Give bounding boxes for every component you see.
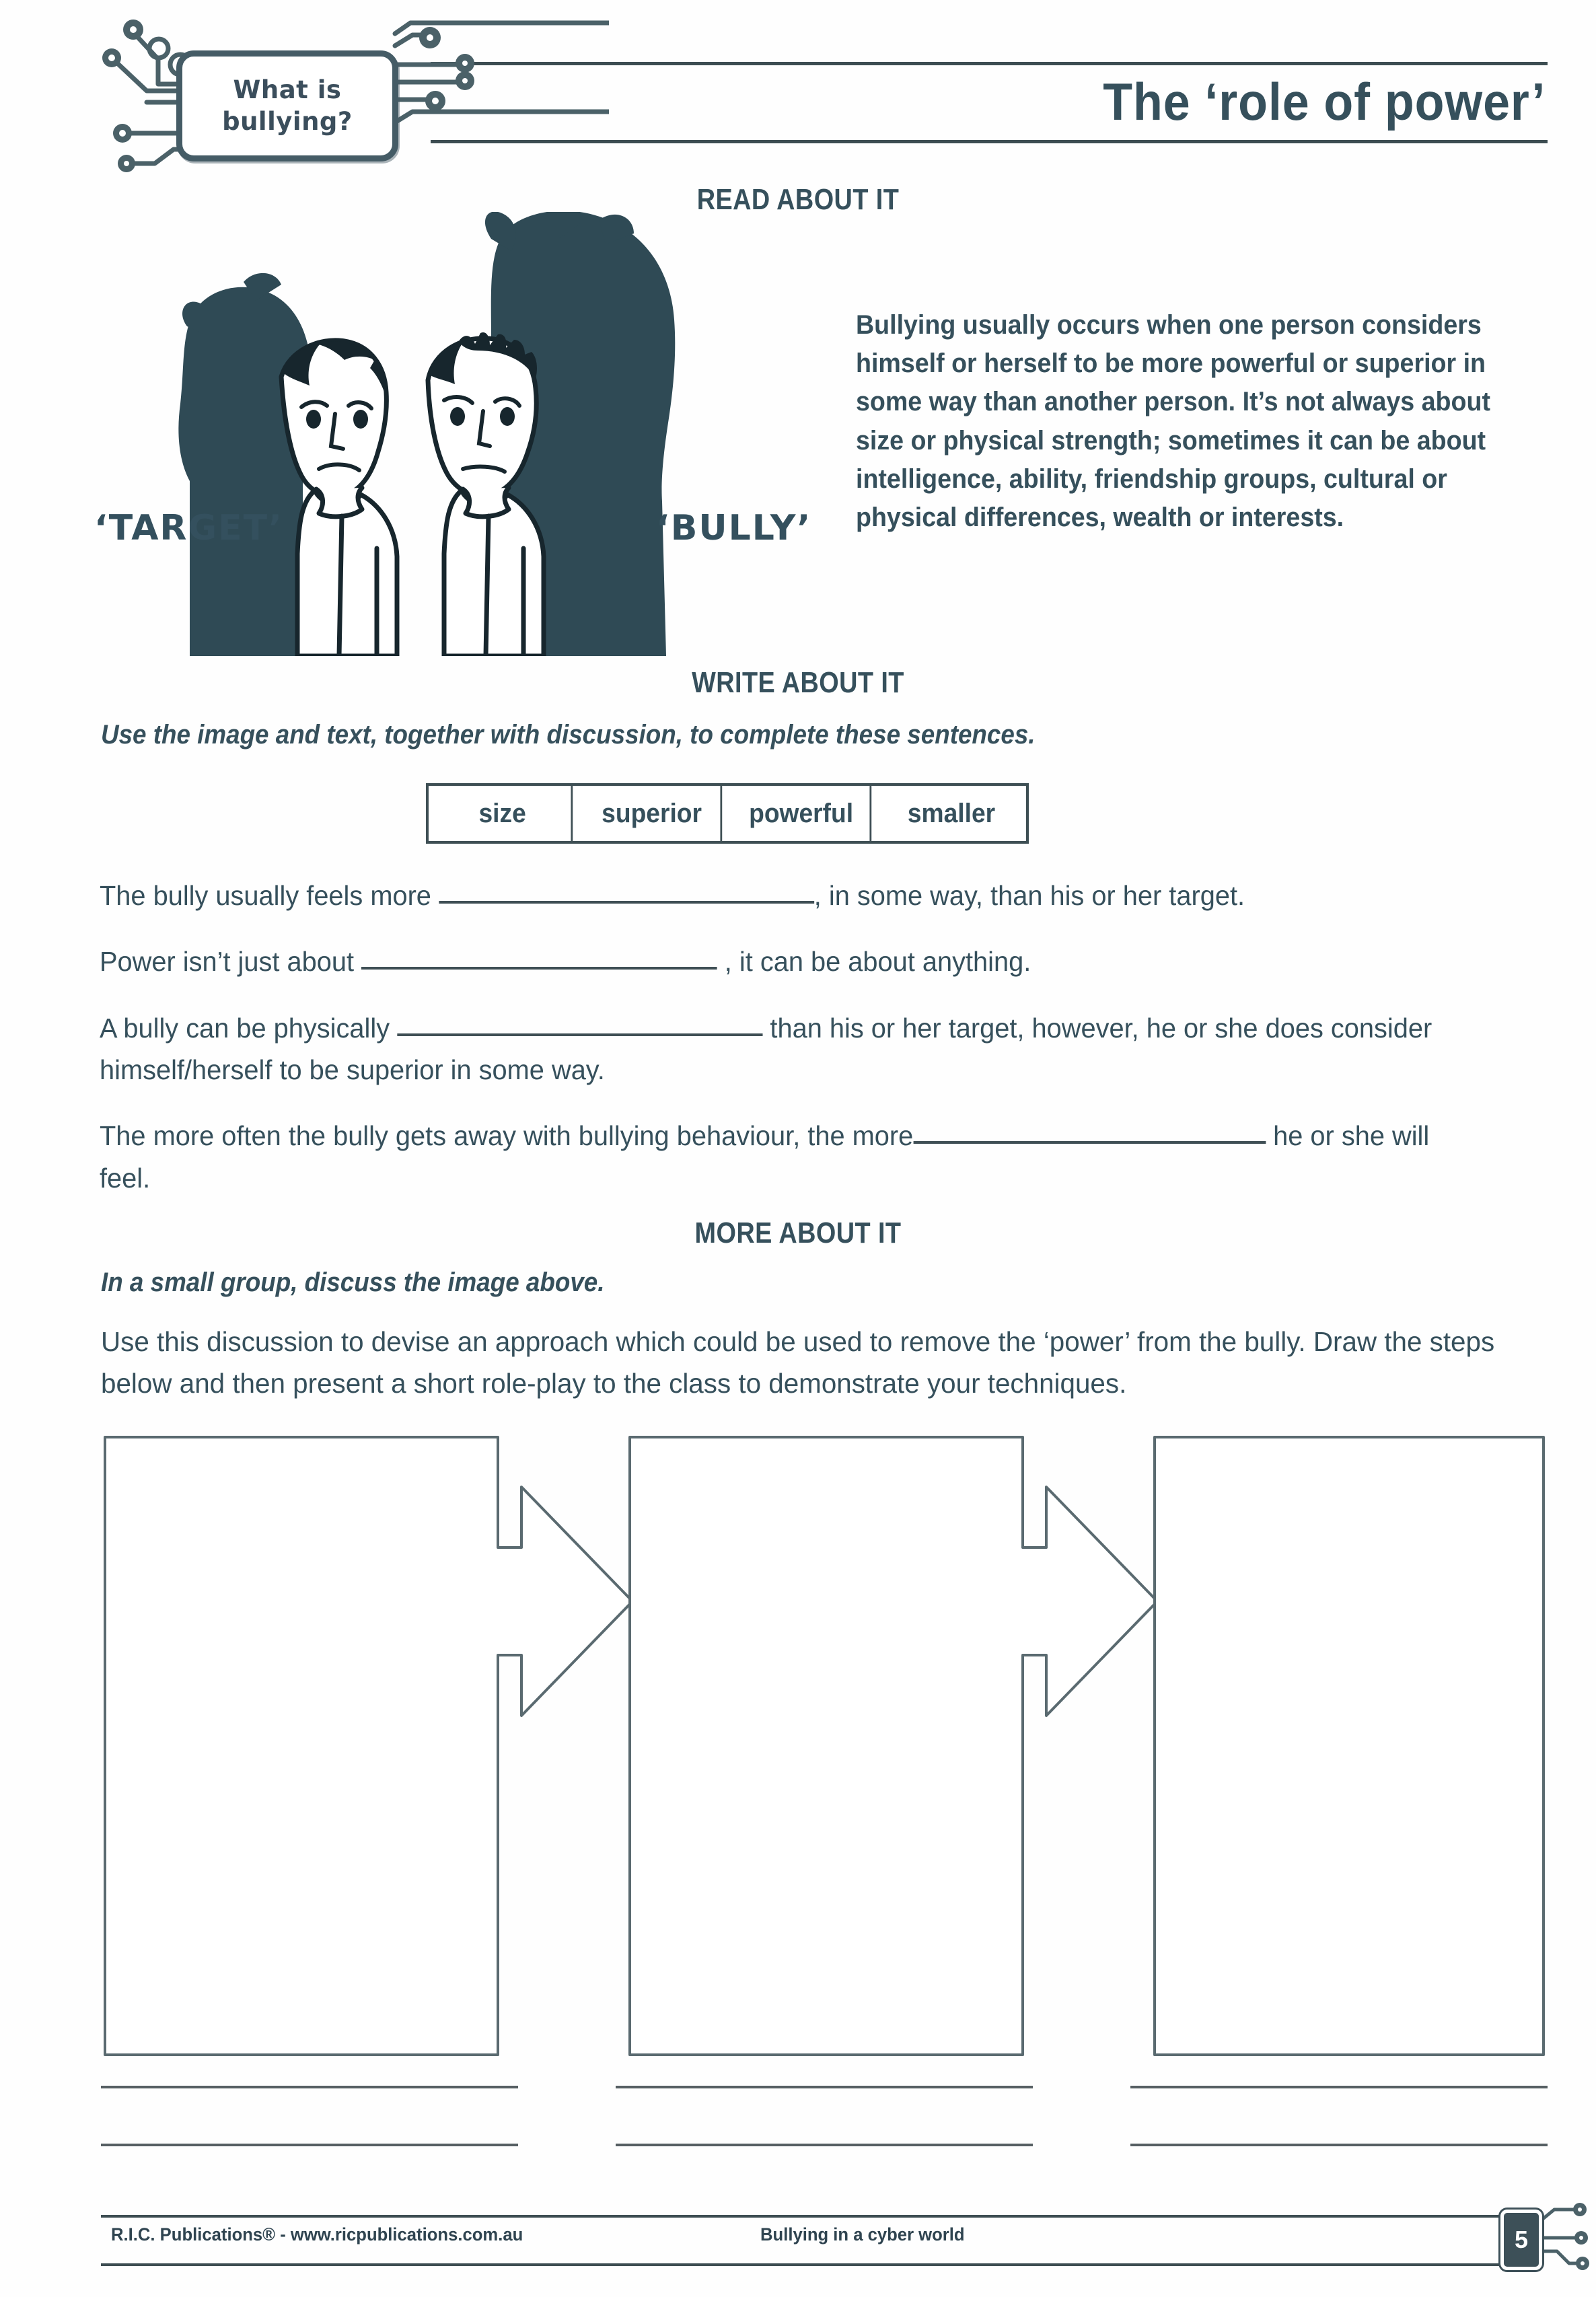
sentence-4-tail: she will feel. [100, 1120, 1430, 1194]
heading-read-about-it: READ ABOUT IT [696, 183, 900, 216]
storyboard-box-1 [105, 1437, 632, 2055]
heading-write-about-it: WRITE ABOUT IT [692, 666, 904, 699]
sentence-3-tail: consider himself/herself to be superior in some way. [100, 1012, 1432, 1085]
sentence-3-blank[interactable] [397, 1016, 762, 1036]
page-title: The ‘role of power’ [1102, 72, 1546, 131]
sentence-2-before: Power isn’t just about [100, 946, 355, 978]
sentence-2 [100, 941, 1463, 982]
storyboard-box-2 [630, 1437, 1157, 2055]
answer-lines [101, 2086, 1548, 2201]
sentence-1-blank[interactable] [439, 883, 814, 904]
sentence-4-after: he or [1273, 1120, 1334, 1152]
page-number-badge: 5 [1500, 2210, 1542, 2270]
bully-target-illustration [87, 212, 828, 656]
word-bank-cell[interactable]: superior [583, 786, 722, 841]
sentence-2-after: , it can be about anything. [724, 946, 1031, 978]
sentence-3-after: than his or her target, however, he or she does [770, 1012, 1323, 1044]
storyboard-box-3 [1155, 1437, 1544, 2055]
sentence-2-blank[interactable] [361, 949, 717, 970]
sentence-4 [100, 1115, 1463, 1199]
section-tab-what-is-bullying [176, 50, 398, 161]
sentence-1-after: , in some way, than his or her target. [813, 880, 1245, 911]
answer-line-row [101, 2144, 1548, 2146]
label-target: ‘TARGET’ [94, 508, 283, 548]
footer-rule-bottom [101, 2263, 1542, 2266]
storyboard-boxes-and-arrows [101, 1433, 1548, 2059]
word-bank-cell[interactable]: powerful [733, 786, 871, 841]
word-bank [426, 783, 1029, 844]
tab-title-line-2: bullying? [222, 106, 353, 136]
illustration-figures [87, 212, 828, 656]
answer-line[interactable] [1130, 2144, 1548, 2146]
sentence-1-before: The bully usually feels more [100, 880, 431, 911]
footer-publisher: R.I.C. Publications® - www.ricpublications.com.au [111, 2224, 523, 2245]
sentence-4-blank[interactable] [913, 1124, 1266, 1144]
word-bank-cell[interactable]: smaller [907, 798, 996, 828]
circuit-trace-footer-icon [1538, 2201, 1596, 2282]
tab-title-line-1: What is [233, 75, 342, 105]
read-about-it-paragraph: Bullying usually occurs when one person considers himself or herself to be more powerful or superior in some way than another person. It’s not always about size or physical strength; sometimes it can be about intelligence, ability, friendship groups, cultural or physical differences, wealth or interests. [856, 310, 1490, 532]
more-about-it-body: Use this discussion to devise an approach which could be used to remove the ‘power’ from the bully. Draw the steps below and then present a short role-play to the class to demonstrate your techniques. [101, 1326, 1495, 1399]
page-header [0, 0, 1596, 182]
page-footer [0, 2207, 1596, 2297]
sentence-4-before: The more often the bully gets away with bullying behaviour, the more [100, 1120, 914, 1152]
circuit-trace-right-icon [387, 0, 609, 168]
answer-line-row [101, 2086, 1548, 2088]
footer-book-title: Bullying in a cyber world [760, 2224, 965, 2245]
more-about-it-instruction: In a small group, discuss the image above. [101, 1268, 605, 1297]
storyboard-flow [101, 1433, 1548, 2059]
heading-more-about-it: MORE ABOUT IT [694, 1216, 902, 1249]
answer-line[interactable] [1130, 2086, 1548, 2088]
answer-line[interactable] [616, 2144, 1033, 2146]
sentence-3 [100, 1007, 1463, 1091]
footer-rule-top [101, 2215, 1542, 2218]
answer-line[interactable] [616, 2086, 1033, 2088]
sentence-1 [100, 875, 1463, 916]
word-bank-cell[interactable]: size [434, 786, 573, 841]
answer-line[interactable] [101, 2086, 518, 2088]
fill-in-sentences [100, 875, 1506, 1223]
sentence-3-before: A bully can be physically [100, 1012, 390, 1044]
write-about-it-instruction: Use the image and text, together with discussion, to complete these sentences. [101, 720, 1036, 750]
answer-line[interactable] [101, 2144, 518, 2146]
label-bully: ‘BULLY’ [656, 508, 812, 548]
